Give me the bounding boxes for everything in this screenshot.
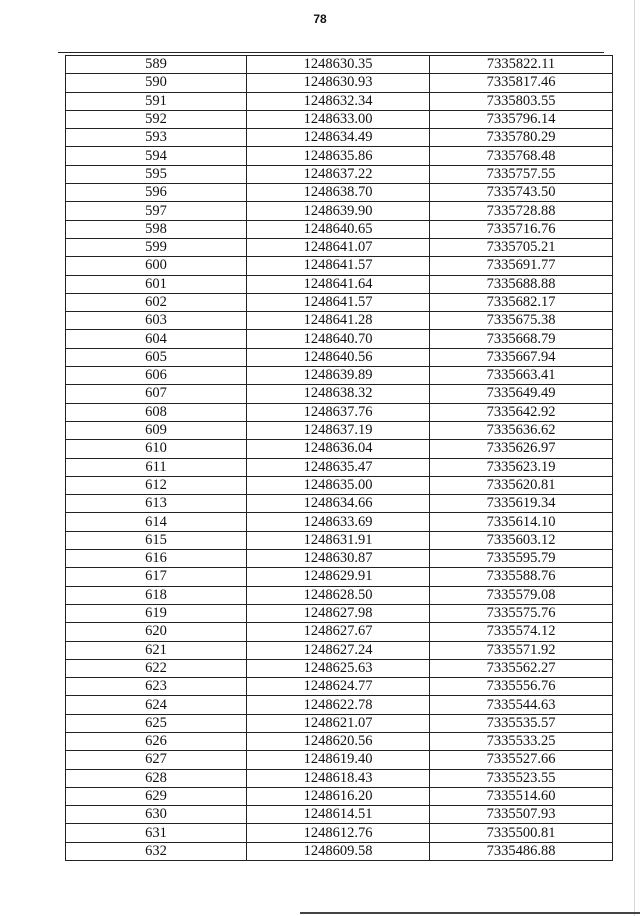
x-coordinate-cell: 1248621.07: [247, 714, 430, 732]
x-coordinate-cell: 1248627.67: [247, 623, 430, 641]
point-number-cell: 605: [66, 348, 247, 366]
point-number-cell: 626: [66, 732, 247, 750]
table-row: [66, 513, 613, 531]
point-number-cell: 600: [66, 257, 247, 275]
y-coordinate-cell: 7335514.60: [430, 787, 613, 805]
y-coordinate-cell: 7335571.92: [430, 641, 613, 659]
point-number-cell: 595: [66, 165, 247, 183]
table-row: [66, 56, 613, 74]
y-coordinate-cell: 7335682.17: [430, 293, 613, 311]
x-coordinate-cell: 1248635.00: [247, 476, 430, 494]
x-coordinate-cell: 1248641.57: [247, 257, 430, 275]
x-coordinate-cell: 1248639.89: [247, 367, 430, 385]
table-row: [66, 202, 613, 220]
x-coordinate-cell: 1248638.70: [247, 184, 430, 202]
table-row: [66, 165, 613, 183]
point-number-cell: 590: [66, 74, 247, 92]
y-coordinate-cell: 7335796.14: [430, 110, 613, 128]
y-coordinate-cell: 7335705.21: [430, 238, 613, 256]
x-coordinate-cell: 1248640.65: [247, 220, 430, 238]
coordinates-table: [65, 55, 613, 861]
y-coordinate-cell: 7335716.76: [430, 220, 613, 238]
y-coordinate-cell: 7335691.77: [430, 257, 613, 275]
page-edge: [634, 0, 635, 916]
y-coordinate-cell: 7335533.25: [430, 732, 613, 750]
x-coordinate-cell: 1248609.58: [247, 842, 430, 860]
table-row: [66, 604, 613, 622]
table-row: [66, 238, 613, 256]
point-number-cell: 610: [66, 440, 247, 458]
point-number-cell: 599: [66, 238, 247, 256]
x-coordinate-cell: 1248628.50: [247, 586, 430, 604]
point-number-cell: 604: [66, 330, 247, 348]
table-row: [66, 476, 613, 494]
point-number-cell: 607: [66, 385, 247, 403]
point-number-cell: 597: [66, 202, 247, 220]
y-coordinate-cell: 7335619.34: [430, 495, 613, 513]
table-row: [66, 220, 613, 238]
point-number-cell: 606: [66, 367, 247, 385]
y-coordinate-cell: 7335663.41: [430, 367, 613, 385]
table-row: [66, 385, 613, 403]
table-row: [66, 659, 613, 677]
x-coordinate-cell: 1248632.34: [247, 92, 430, 110]
y-coordinate-cell: 7335500.81: [430, 824, 613, 842]
table-row: [66, 348, 613, 366]
table-row: [66, 769, 613, 787]
x-coordinate-cell: 1248630.93: [247, 74, 430, 92]
table-row: [66, 92, 613, 110]
x-coordinate-cell: 1248627.24: [247, 641, 430, 659]
x-coordinate-cell: 1248633.69: [247, 513, 430, 531]
table-row: [66, 732, 613, 750]
table-row: [66, 275, 613, 293]
x-coordinate-cell: 1248641.07: [247, 238, 430, 256]
table-row: [66, 623, 613, 641]
y-coordinate-cell: 7335544.63: [430, 696, 613, 714]
y-coordinate-cell: 7335642.92: [430, 403, 613, 421]
y-coordinate-cell: 7335535.57: [430, 714, 613, 732]
table-row: [66, 586, 613, 604]
table-row: [66, 550, 613, 568]
table-row: [66, 696, 613, 714]
table-row: [66, 257, 613, 275]
table-row: [66, 74, 613, 92]
point-number-cell: 625: [66, 714, 247, 732]
bottom-rule: [300, 912, 640, 914]
table-row: [66, 641, 613, 659]
x-coordinate-cell: 1248619.40: [247, 751, 430, 769]
point-number-cell: 609: [66, 421, 247, 439]
y-coordinate-cell: 7335636.62: [430, 421, 613, 439]
y-coordinate-cell: 7335649.49: [430, 385, 613, 403]
y-coordinate-cell: 7335623.19: [430, 458, 613, 476]
point-number-cell: 632: [66, 842, 247, 860]
point-number-cell: 602: [66, 293, 247, 311]
y-coordinate-cell: 7335743.50: [430, 184, 613, 202]
table-row: [66, 714, 613, 732]
y-coordinate-cell: 7335562.27: [430, 659, 613, 677]
y-coordinate-cell: 7335523.55: [430, 769, 613, 787]
point-number-cell: 596: [66, 184, 247, 202]
y-coordinate-cell: 7335574.12: [430, 623, 613, 641]
table-row: [66, 440, 613, 458]
table-row: [66, 568, 613, 586]
x-coordinate-cell: 1248612.76: [247, 824, 430, 842]
table-row: [66, 184, 613, 202]
table-row: [66, 495, 613, 513]
table-row: [66, 787, 613, 805]
y-coordinate-cell: 7335603.12: [430, 531, 613, 549]
x-coordinate-cell: 1248625.63: [247, 659, 430, 677]
point-number-cell: 613: [66, 495, 247, 513]
table-row: [66, 110, 613, 128]
point-number-cell: 622: [66, 659, 247, 677]
x-coordinate-cell: 1248633.00: [247, 110, 430, 128]
point-number-cell: 598: [66, 220, 247, 238]
point-number-cell: 611: [66, 458, 247, 476]
table-row: [66, 751, 613, 769]
table-row: [66, 678, 613, 696]
y-coordinate-cell: 7335688.88: [430, 275, 613, 293]
point-number-cell: 628: [66, 769, 247, 787]
point-number-cell: 624: [66, 696, 247, 714]
x-coordinate-cell: 1248618.43: [247, 769, 430, 787]
y-coordinate-cell: 7335757.55: [430, 165, 613, 183]
x-coordinate-cell: 1248640.70: [247, 330, 430, 348]
x-coordinate-cell: 1248641.57: [247, 293, 430, 311]
y-coordinate-cell: 7335595.79: [430, 550, 613, 568]
point-number-cell: 601: [66, 275, 247, 293]
y-coordinate-cell: 7335527.66: [430, 751, 613, 769]
x-coordinate-cell: 1248620.56: [247, 732, 430, 750]
point-number-cell: 612: [66, 476, 247, 494]
y-coordinate-cell: 7335817.46: [430, 74, 613, 92]
x-coordinate-cell: 1248637.19: [247, 421, 430, 439]
table-row: [66, 421, 613, 439]
x-coordinate-cell: 1248630.87: [247, 550, 430, 568]
x-coordinate-cell: 1248637.76: [247, 403, 430, 421]
point-number-cell: 630: [66, 806, 247, 824]
x-coordinate-cell: 1248627.98: [247, 604, 430, 622]
y-coordinate-cell: 7335620.81: [430, 476, 613, 494]
x-coordinate-cell: 1248624.77: [247, 678, 430, 696]
x-coordinate-cell: 1248634.66: [247, 495, 430, 513]
table-row: [66, 806, 613, 824]
x-coordinate-cell: 1248639.90: [247, 202, 430, 220]
point-number-cell: 591: [66, 92, 247, 110]
y-coordinate-cell: 7335486.88: [430, 842, 613, 860]
x-coordinate-cell: 1248635.47: [247, 458, 430, 476]
x-coordinate-cell: 1248634.49: [247, 129, 430, 147]
x-coordinate-cell: 1248636.04: [247, 440, 430, 458]
x-coordinate-cell: 1248629.91: [247, 568, 430, 586]
y-coordinate-cell: 7335579.08: [430, 586, 613, 604]
top-rule: [58, 52, 604, 53]
point-number-cell: 616: [66, 550, 247, 568]
y-coordinate-cell: 7335668.79: [430, 330, 613, 348]
point-number-cell: 620: [66, 623, 247, 641]
page-number: 78: [313, 12, 327, 26]
table-row: [66, 312, 613, 330]
y-coordinate-cell: 7335728.88: [430, 202, 613, 220]
point-number-cell: 619: [66, 604, 247, 622]
x-coordinate-cell: 1248614.51: [247, 806, 430, 824]
x-coordinate-cell: 1248641.64: [247, 275, 430, 293]
point-number-cell: 589: [66, 56, 247, 74]
point-number-cell: 594: [66, 147, 247, 165]
y-coordinate-cell: 7335614.10: [430, 513, 613, 531]
table-row: [66, 129, 613, 147]
point-number-cell: 617: [66, 568, 247, 586]
y-coordinate-cell: 7335675.38: [430, 312, 613, 330]
x-coordinate-cell: 1248635.86: [247, 147, 430, 165]
x-coordinate-cell: 1248616.20: [247, 787, 430, 805]
table-row: [66, 293, 613, 311]
table-row: [66, 367, 613, 385]
point-number-cell: 621: [66, 641, 247, 659]
y-coordinate-cell: 7335768.48: [430, 147, 613, 165]
y-coordinate-cell: 7335822.11: [430, 56, 613, 74]
x-coordinate-cell: 1248622.78: [247, 696, 430, 714]
point-number-cell: 593: [66, 129, 247, 147]
point-number-cell: 615: [66, 531, 247, 549]
point-number-cell: 623: [66, 678, 247, 696]
y-coordinate-cell: 7335626.97: [430, 440, 613, 458]
table-row: [66, 147, 613, 165]
point-number-cell: 631: [66, 824, 247, 842]
x-coordinate-cell: 1248631.91: [247, 531, 430, 549]
x-coordinate-cell: 1248637.22: [247, 165, 430, 183]
y-coordinate-cell: 7335507.93: [430, 806, 613, 824]
point-number-cell: 608: [66, 403, 247, 421]
table-row: [66, 842, 613, 860]
y-coordinate-cell: 7335780.29: [430, 129, 613, 147]
point-number-cell: 629: [66, 787, 247, 805]
y-coordinate-cell: 7335588.76: [430, 568, 613, 586]
table-row: [66, 330, 613, 348]
x-coordinate-cell: 1248630.35: [247, 56, 430, 74]
point-number-cell: 603: [66, 312, 247, 330]
y-coordinate-cell: 7335667.94: [430, 348, 613, 366]
x-coordinate-cell: 1248640.56: [247, 348, 430, 366]
y-coordinate-cell: 7335803.55: [430, 92, 613, 110]
table-row: [66, 403, 613, 421]
y-coordinate-cell: 7335575.76: [430, 604, 613, 622]
y-coordinate-cell: 7335556.76: [430, 678, 613, 696]
table-row: [66, 458, 613, 476]
point-number-cell: 627: [66, 751, 247, 769]
point-number-cell: 592: [66, 110, 247, 128]
point-number-cell: 614: [66, 513, 247, 531]
point-number-cell: 618: [66, 586, 247, 604]
table-row: [66, 531, 613, 549]
table-row: [66, 824, 613, 842]
x-coordinate-cell: 1248641.28: [247, 312, 430, 330]
coordinates-table-body: [66, 56, 613, 861]
x-coordinate-cell: 1248638.32: [247, 385, 430, 403]
